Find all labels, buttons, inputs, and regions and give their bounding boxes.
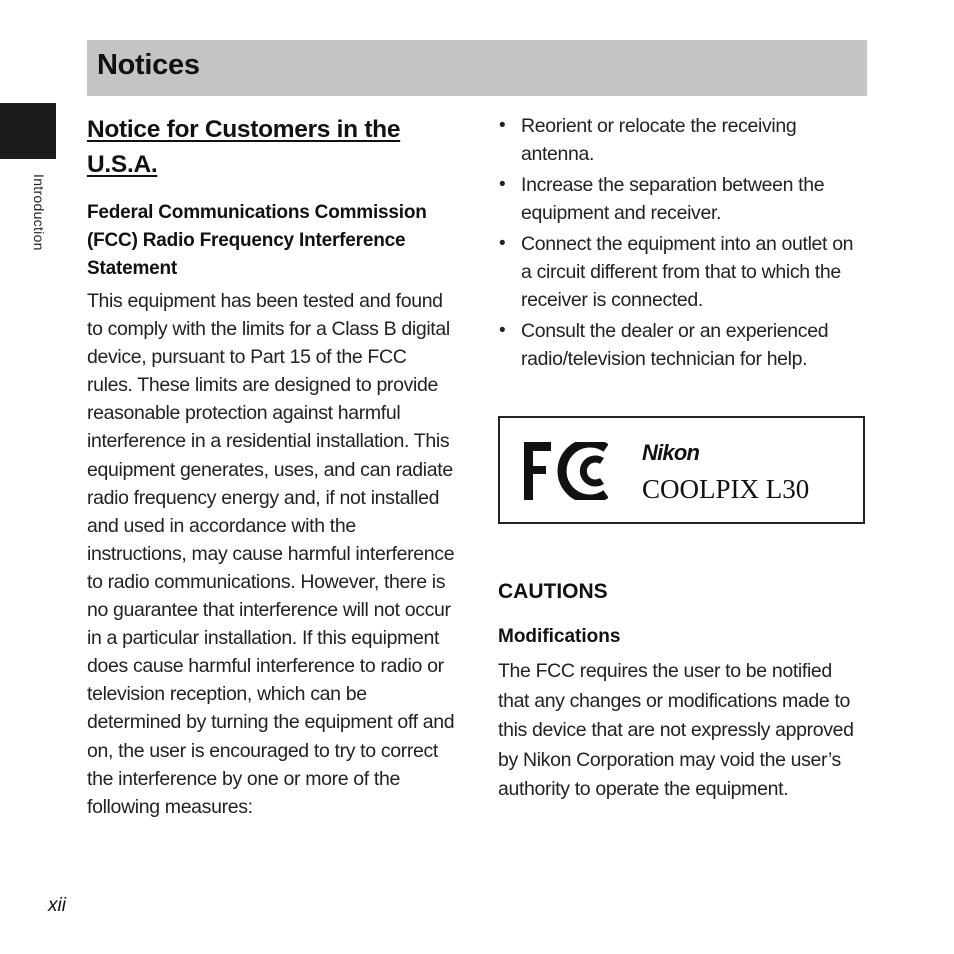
- list-item-text: Consult the dealer or an experienced radio/television technician for help.: [521, 320, 829, 370]
- list-item: [498, 230, 868, 314]
- fcc-statement-body: This equipment has been tested and found to comply with the limits for a Class B digital device, pursuant to Part 15 of the FCC rules. These limits are designed to provide reasonable protection against harmful interference in a residential installation. This equipment generates, uses, and can radiate radio frequency energy and, if not installed and used in accordance with the instructions, may cause harmful interference to radio communications. However, there is no guarantee that interference will not occur in a particular installation. If this equipment does cause harmful interference to radio or television reception, which can be determined by turning the equipment off and on, the user is encouraged to try to correct the interference by one or more of the following measures:: [87, 290, 455, 818]
- right-column: [498, 112, 868, 376]
- model-name: COOLPIX L30: [642, 474, 810, 504]
- bullet-icon: •: [499, 115, 506, 136]
- modifications-body: The FCC requires the user to be notified that any changes or modifications made to this device that are not expressly approved by Nikon Corporation may void the user’s authority to operate the equipment.: [498, 660, 854, 800]
- list-item: [498, 171, 868, 227]
- bullet-icon: •: [499, 320, 506, 341]
- fcc-compliance-box: [498, 416, 865, 524]
- section-title: [87, 112, 457, 182]
- header-bar: [87, 40, 867, 96]
- section-title-text: Notice for Customers in the U.S.A.: [87, 116, 401, 178]
- side-tab-marker: [0, 103, 56, 159]
- nikon-logo: Nikon: [642, 440, 700, 465]
- page-number: xii: [48, 895, 66, 916]
- bullet-icon: •: [499, 233, 506, 254]
- left-column: [87, 112, 457, 821]
- fcc-logo-icon: [524, 442, 608, 500]
- list-item: [498, 112, 868, 168]
- fcc-statement-heading: Federal Communications Commission (FCC) Radio Frequency Interference Statement: [87, 202, 427, 279]
- list-item-text: Connect the equipment into an outlet on a circuit different from that to which the receiver is connected.: [521, 233, 854, 311]
- bullet-icon: •: [499, 174, 506, 195]
- measures-list: [498, 112, 868, 373]
- modifications-heading: Modifications: [498, 626, 621, 647]
- list-item-text: Reorient or relocate the receiving antenna.: [521, 115, 797, 165]
- list-item-text: Increase the separation between the equipment and receiver.: [521, 174, 825, 224]
- side-section-label: Introduction: [31, 174, 47, 251]
- page-title: Notices: [97, 49, 200, 81]
- list-item: [498, 317, 868, 373]
- cautions-heading: CAUTIONS: [498, 580, 608, 603]
